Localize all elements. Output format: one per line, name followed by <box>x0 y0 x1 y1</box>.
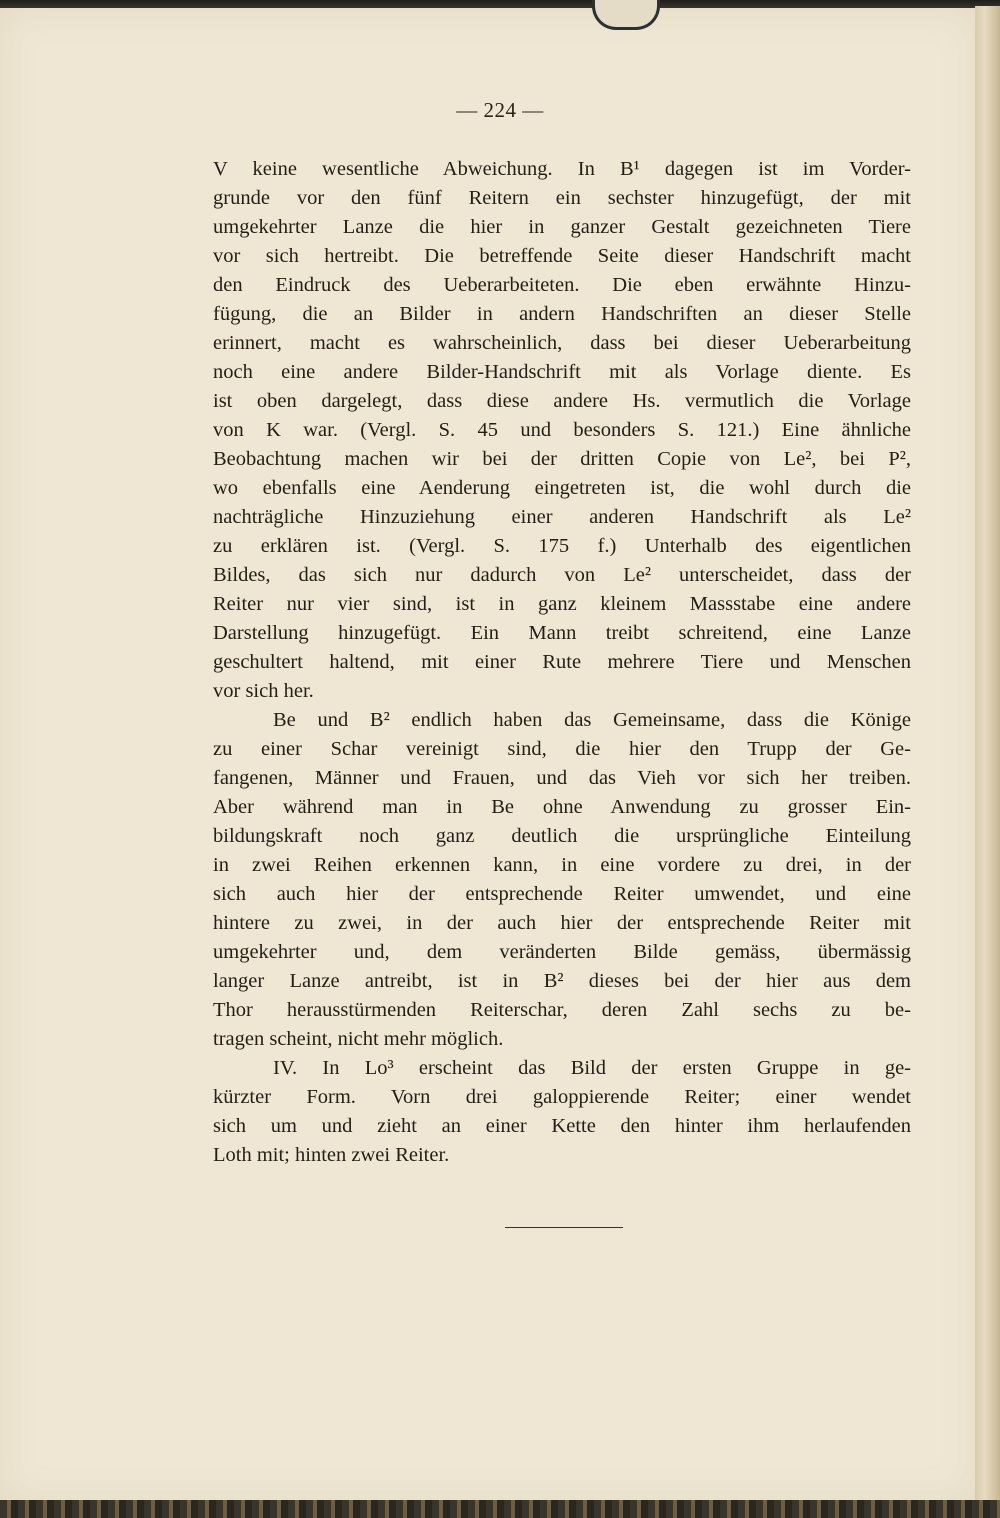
text-line: nachträgliche Hinzuziehung einer anderen Handschrift als Le² <box>213 506 911 528</box>
text-line: den Eindruck des Ueberarbeiteten. Die eben erwähnte Hinzu- <box>213 274 911 296</box>
body-text <box>213 155 911 1170</box>
text-line: umgekehrter und, dem veränderten Bilde gemäss, übermässig <box>213 941 911 963</box>
text-line: Bildes, das sich nur dadurch von Le² unterscheidet, dass der <box>213 564 911 586</box>
binding-clip <box>592 0 660 30</box>
text-line: Thor herausstürmenden Reiterschar, deren Zahl sechs zu be- <box>213 999 911 1021</box>
text-line: tragen scheint, nicht mehr möglich. <box>213 1028 504 1050</box>
book-binding-bottom <box>0 1500 1000 1518</box>
text-line: Loth mit; hinten zwei Reiter. <box>213 1144 450 1166</box>
text-line: fügung, die an Bilder in andern Handschriften an dieser Stelle <box>213 303 911 325</box>
text-line: Reiter nur vier sind, ist in ganz kleinem Massstabe eine andere <box>213 593 911 615</box>
text-line: V keine wesentliche Abweichung. In B¹ dagegen ist im Vorder- <box>213 158 911 180</box>
text-line: ist oben dargelegt, dass diese andere Hs. vermutlich die Vorlage <box>213 390 911 412</box>
text-line: zu einer Schar vereinigt sind, die hier den Trupp der Ge- <box>213 738 911 760</box>
text-line: sich um und zieht an einer Kette den hinter ihm herlaufenden <box>213 1115 911 1137</box>
text-line: Be und B² endlich haben das Gemeinsame, dass die Könige <box>273 709 911 731</box>
text-line: IV. In Lo³ erscheint das Bild der ersten Gruppe in ge- <box>273 1057 911 1079</box>
text-line: in zwei Reihen erkennen kann, in eine vordere zu drei, in der <box>213 854 911 876</box>
text-line: hintere zu zwei, in der auch hier der entsprechende Reiter mit <box>213 912 911 934</box>
text-line: vor sich her. <box>213 680 314 702</box>
text-line: bildungskraft noch ganz deutlich die ursprüngliche Einteilung <box>213 825 911 847</box>
text-line: grunde vor den fünf Reitern ein sechster hinzugefügt, der mit <box>213 187 911 209</box>
text-line: Darstellung hinzugefügt. Ein Mann treibt schreitend, eine Lanze <box>213 622 911 644</box>
text-line: Aber während man in Be ohne Anwendung zu grosser Ein- <box>213 796 911 818</box>
page-number: — 224 — <box>456 98 544 122</box>
text-line: zu erklären ist. (Vergl. S. 175 f.) Unterhalb des eigentlichen <box>213 535 911 557</box>
text-line: Beobachtung machen wir bei der dritten Copie von Le², bei P², <box>213 448 911 470</box>
text-line: von K war. (Vergl. S. 45 und besonders S. 121.) Eine ähnliche <box>213 419 911 441</box>
text-line: langer Lanze antreibt, ist in B² dieses bei der hier aus dem <box>213 970 911 992</box>
text-line: kürzter Form. Vorn drei galoppierende Reiter; einer wendet <box>213 1086 911 1108</box>
text-line: umgekehrter Lanze die hier in ganzer Gestalt gezeichneten Tiere <box>213 216 911 238</box>
page-stack-edge <box>975 6 1000 1502</box>
text-line: vor sich hertreibt. Die betreffende Seite dieser Handschrift macht <box>213 245 911 267</box>
text-line: sich auch hier der entsprechende Reiter umwendet, und eine <box>213 883 911 905</box>
text-line: fangenen, Männer und Frauen, und das Vieh vor sich her treiben. <box>213 767 911 789</box>
text-line: geschultert haltend, mit einer Rute mehrere Tiere und Menschen <box>213 651 911 673</box>
text-line: noch eine andere Bilder-Handschrift mit als Vorlage diente. Es <box>213 361 911 383</box>
section-end-rule <box>505 1227 623 1228</box>
text-line: wo ebenfalls eine Aenderung eingetreten ist, die wohl durch die <box>213 477 911 499</box>
text-line: erinnert, macht es wahrscheinlich, dass bei dieser Ueberarbeitung <box>213 332 911 354</box>
